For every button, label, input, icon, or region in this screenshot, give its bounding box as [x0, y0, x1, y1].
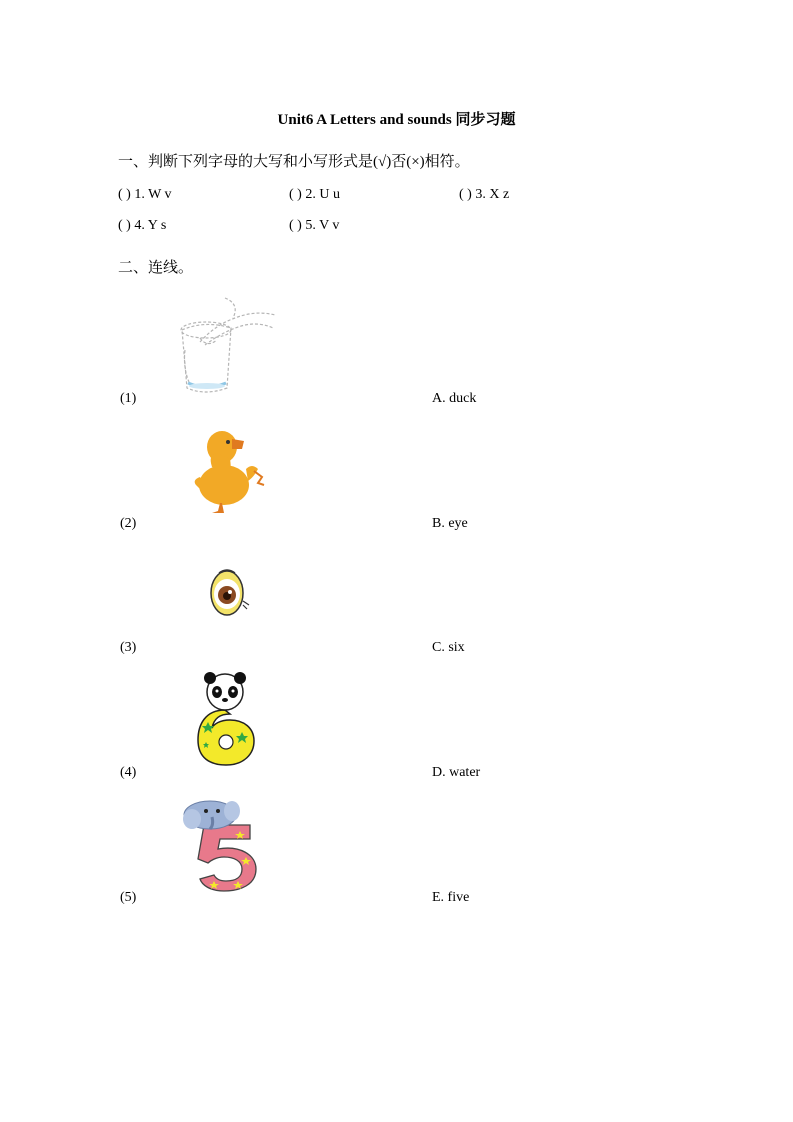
question-text: 1. W v — [134, 187, 172, 202]
panda-six-icon — [190, 670, 260, 768]
question-text: 2. U u — [305, 187, 340, 202]
section2-heading: 二、连线。 — [118, 260, 194, 276]
match-right-a: A. duck — [432, 391, 477, 406]
match-right-b: B. eye — [432, 516, 468, 531]
match-left-3: (3) — [120, 640, 137, 655]
eye-icon — [205, 565, 253, 620]
question-text: 4. Y s — [134, 218, 167, 233]
question-2 — [289, 187, 340, 203]
answer-blank[interactable]: ( ) — [289, 218, 302, 233]
question-text: 3. X z — [475, 187, 510, 202]
question-text: 5. V v — [305, 218, 340, 233]
question-3 — [459, 187, 509, 203]
match-left-5: (5) — [120, 890, 137, 905]
answer-blank[interactable]: ( ) — [459, 187, 472, 202]
elephant-five-icon — [180, 795, 262, 893]
match-right-d: D. water — [432, 765, 481, 780]
answer-blank[interactable]: ( ) — [118, 218, 131, 233]
page-title: Unit6 A Letters and sounds 同步习题 — [277, 112, 516, 128]
duck-icon — [190, 425, 265, 515]
section1-heading: 一、判断下列字母的大写和小写形式是(√)否(×)相符。 — [118, 154, 470, 170]
match-left-2: (2) — [120, 516, 137, 531]
question-4 — [118, 218, 166, 234]
answer-blank[interactable]: ( ) — [118, 187, 131, 202]
match-right-c: C. six — [432, 640, 465, 655]
question-1 — [118, 187, 172, 203]
match-left-4: (4) — [120, 765, 137, 780]
match-left-1: (1) — [120, 391, 137, 406]
answer-blank[interactable]: ( ) — [289, 187, 302, 202]
question-5 — [289, 218, 339, 234]
match-right-e: E. five — [432, 890, 470, 905]
water-glass-icon — [145, 290, 285, 408]
